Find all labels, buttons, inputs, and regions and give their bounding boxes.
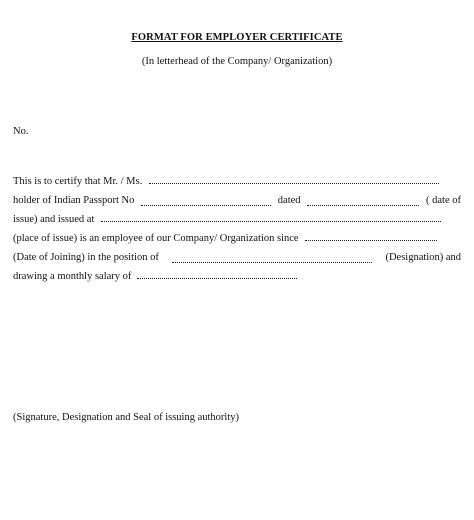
position-blank xyxy=(172,253,372,263)
joining-date-blank xyxy=(305,231,437,241)
body-line-2 xyxy=(13,193,461,208)
body-line-3 xyxy=(13,212,461,227)
body-line-4 xyxy=(13,231,461,246)
passport-number-blank xyxy=(141,196,271,206)
date-of-issue-label: ( date of xyxy=(426,195,461,206)
body-line-6 xyxy=(13,269,461,284)
certify-text: This is to certify that Mr. / Ms. xyxy=(13,176,143,187)
name-blank xyxy=(149,174,439,184)
salary-blank xyxy=(137,269,297,279)
document-title: FORMAT FOR EMPLOYER CERTIFICATE xyxy=(131,32,343,43)
issued-at-label: issue) and issued at xyxy=(13,214,95,225)
signature-line: (Signature, Designation and Seal of issuing authority) xyxy=(13,412,240,423)
certificate-number-label: No. xyxy=(13,126,29,137)
passport-label: holder of Indian Passport No xyxy=(13,195,135,206)
salary-label: drawing a monthly salary of xyxy=(13,271,132,282)
dated-label: dated xyxy=(277,195,301,206)
body-line-5 xyxy=(13,250,461,265)
date-blank xyxy=(307,196,419,206)
designation-label: (Designation) and xyxy=(385,252,461,263)
document-subtitle: (In letterhead of the Company/ Organization) xyxy=(141,56,333,67)
position-label: (Date of Joining) in the position of xyxy=(13,252,159,263)
employee-since-text: (place of issue) is an employee of our Company/ Organization since xyxy=(13,233,299,244)
body-line-1 xyxy=(13,174,461,189)
issued-at-blank xyxy=(101,212,441,222)
